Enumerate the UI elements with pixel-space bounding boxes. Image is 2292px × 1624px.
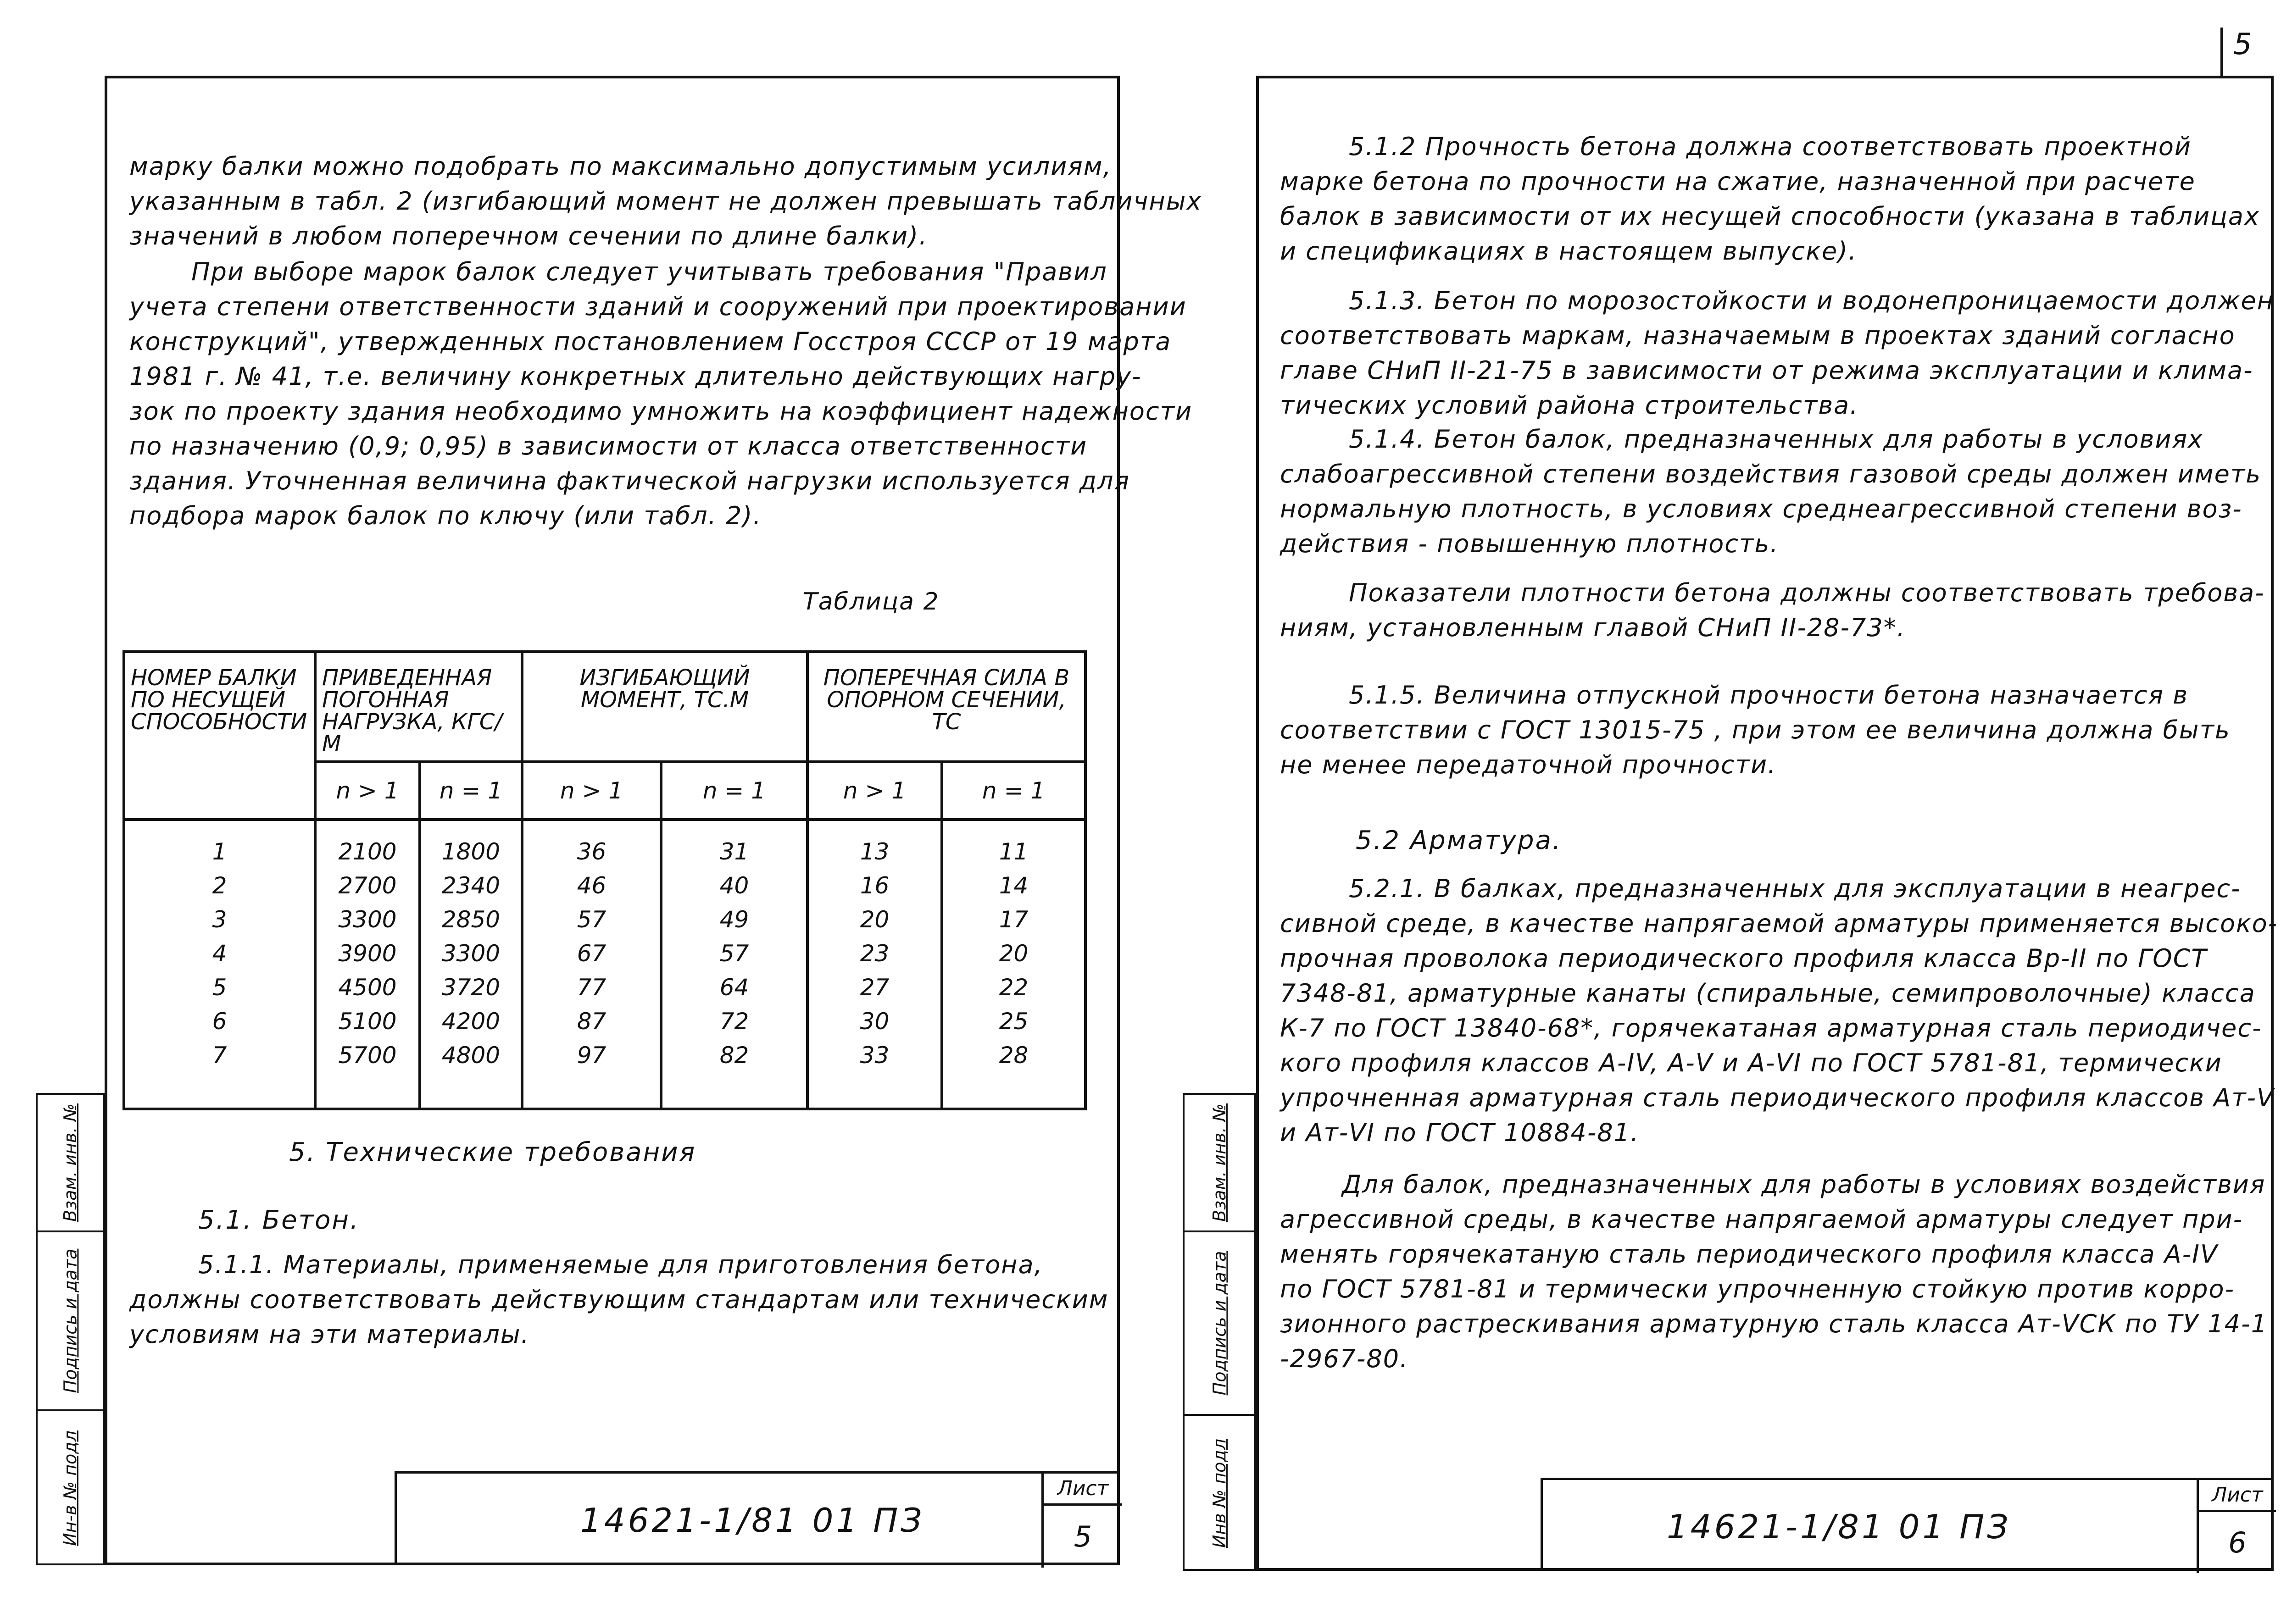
text-line: Показатели плотности бетона должны соответствовать требова- <box>1349 578 2265 607</box>
text-line: марке бетона по прочности на сжатие, назначенной при расчете <box>1280 167 2196 196</box>
table-cell: 1800 <box>441 838 501 865</box>
left-side-cell-exchange <box>38 1095 103 1232</box>
text-line: агрессивной среды, в качестве напрягаемой арматуры следует при- <box>1280 1205 2243 1234</box>
subheader-n: n = 1 <box>420 762 522 820</box>
subsection-title-concrete: 5.1. Бетон. <box>198 1205 360 1235</box>
density-paragraph <box>1280 576 2265 645</box>
text-line: зионного растрескивания арматурную сталь класса Ат-VСК по ТУ 14-1 <box>1280 1309 2268 1338</box>
table-cell: 5 <box>212 974 227 1001</box>
table-cell: 77 <box>577 974 606 1001</box>
text-line: балок в зависимости от их несущей способности (указана в таблицах <box>1280 202 2260 231</box>
paragraph-5-1-5 <box>1280 678 2231 782</box>
text-line: действия - повышенную плотность. <box>1280 529 1779 558</box>
header-linear-load: ПРИВЕДЕННАЯ ПОГОННАЯ НАГРУЗКА, КГС/М <box>315 652 522 762</box>
table-cell: 5100 <box>338 1008 397 1035</box>
text-line: прочная проволока периодического профиля класса Вр-II по ГОСТ <box>1280 944 2208 973</box>
document-code: 14621-1/81 01 ПЗ <box>1667 1508 2011 1546</box>
side-label: Подпись и дата <box>1209 1251 1230 1396</box>
subsection-title-reinforcement: 5.2 Арматура. <box>1356 826 1562 855</box>
corner-divider <box>2220 28 2223 78</box>
text-line: упрочненная арматурная сталь периодического профиля классов Ат-V <box>1280 1083 2275 1112</box>
subheader-n: n = 1 <box>661 762 807 820</box>
text-line: нормальную плотность, в условиях среднеагрессивной степени воз- <box>1280 494 2242 523</box>
table-cell: 20 <box>860 906 890 933</box>
text-line: При выборе марок балок следует учитывать требования "Правил <box>191 257 1107 286</box>
text-line: ниям, установленным главой СНиП II-28-73*. <box>1280 613 1906 642</box>
text-line: марку балки можно подобрать по максимально допустимым усилиям, <box>129 152 1112 181</box>
table-cell: 46 <box>577 872 606 899</box>
table-cell: 11 <box>999 838 1029 865</box>
corner-page-number: 5 <box>2233 28 2252 61</box>
left-rules-paragraph <box>129 255 1192 533</box>
text-line: 1981 г. № 41, т.е. величину конкретных длительно действующих нагру- <box>129 362 1142 391</box>
table-cell: 97 <box>577 1042 606 1069</box>
text-line: 7348-81, арматурные канаты (спиральные, семипроволочные) класса <box>1280 979 2256 1008</box>
table-cell: 20 <box>999 940 1029 967</box>
table-cell: 2850 <box>441 906 501 933</box>
paragraph-5-1-2 <box>1280 129 2260 269</box>
text-line: зок по проекту здания необходимо умножить на коэффициент надежности <box>129 397 1193 426</box>
table-cell: 30 <box>860 1008 890 1035</box>
text-line: К-7 по ГОСТ 13840-68*, горячекатаная арматурная сталь периодичес- <box>1280 1014 2262 1042</box>
text-line: значений в любом поперечном сечении по длине балки). <box>129 222 928 250</box>
moment-n-gt-1-cell <box>522 820 661 1109</box>
table-cell: 25 <box>999 1008 1029 1035</box>
sheet-number: 5 <box>1074 1520 1092 1553</box>
left-intro-paragraph <box>129 149 1202 254</box>
table-body-row <box>124 820 1085 1109</box>
table-cell: 2 <box>212 872 227 899</box>
subheader-n: n > 1 <box>522 762 661 820</box>
aggressive-environment-paragraph <box>1280 1167 2268 1376</box>
table-cell: 4500 <box>338 974 397 1001</box>
table-cell: 27 <box>860 974 890 1001</box>
table-cell: 14 <box>999 872 1029 899</box>
subheader-n: n > 1 <box>807 762 942 820</box>
header-shear-force: ПОПЕРЕЧНАЯ СИЛА В ОПОРНОМ СЕЧЕНИИ, ТС <box>807 652 1085 762</box>
text-line: конструкций", утвержденных постановлением Госстроя СССР от 19 марта <box>129 327 1172 356</box>
table-cell: 5700 <box>338 1042 397 1069</box>
sheet-label: Лист <box>1044 1474 1122 1506</box>
paragraph-5-1-1 <box>129 1247 1109 1352</box>
table-cell: 64 <box>719 974 749 1001</box>
table-cell: 57 <box>577 906 606 933</box>
table-cell: 2340 <box>441 872 501 899</box>
paragraph-5-1-3 <box>1280 283 2274 423</box>
table-cell: 4200 <box>441 1008 501 1035</box>
table-cell: 6 <box>212 1008 227 1035</box>
header-bending-moment: ИЗГИБАЮЩИЙ МОМЕНТ, ТС.М <box>522 652 807 762</box>
text-line: должны соответствовать действующим стандартам или техническим <box>129 1285 1109 1314</box>
table-cell: 7 <box>212 1042 227 1069</box>
left-side-cell-signature <box>38 1232 103 1411</box>
side-label: Подпись и дата <box>60 1248 81 1393</box>
right-side-cell-signature <box>1185 1232 1254 1416</box>
text-line: слабоагрессивной степени воздействия газовой среды должен иметь <box>1280 460 2262 488</box>
text-line: по назначению (0,9; 0,95) в зависимости от класса ответственности <box>129 432 1088 460</box>
shear-n-eq-1-cell <box>942 820 1085 1109</box>
header-beam-number: НОМЕР БАЛКИ ПО НЕСУЩЕЙ СПОСОБНОСТИ <box>124 652 315 820</box>
subheader-n: n = 1 <box>942 762 1085 820</box>
side-label: Инв № подл <box>1209 1438 1230 1548</box>
side-label: Взам. инв. № <box>60 1103 81 1222</box>
side-label: Ин-в № подл <box>60 1430 80 1546</box>
left-side-cell-inventory <box>38 1411 103 1565</box>
text-line: условиям на эти материалы. <box>129 1320 530 1349</box>
table-cell: 40 <box>719 872 749 899</box>
text-line: 5.1.1. Материалы, применяемые для приготовления бетона, <box>198 1250 1043 1279</box>
table-cell: 3300 <box>441 940 501 967</box>
sheet-number-box <box>2197 1480 2276 1573</box>
paragraph-5-1-4 <box>1280 422 2261 561</box>
text-line: подбора марок балок по ключу (или табл. 2). <box>129 501 762 530</box>
text-line: 5.1.4. Бетон балок, предназначенных для работы в условиях <box>1349 425 2204 454</box>
paragraph-5-2-1 <box>1280 871 2278 1150</box>
subheader-n: n > 1 <box>315 762 420 820</box>
table-cell: 3300 <box>338 906 397 933</box>
beam-numbers-cell <box>124 820 315 1109</box>
right-side-cell-exchange <box>1185 1095 1254 1232</box>
moment-n-eq-1-cell <box>661 820 807 1109</box>
text-line: тических условий района строительства. <box>1280 391 1859 420</box>
right-side-stamp <box>1183 1093 1256 1571</box>
shear-n-gt-1-cell <box>807 820 942 1109</box>
table-cell: 72 <box>719 1008 749 1035</box>
text-line: учета степени ответственности зданий и сооружений при проектировании <box>129 292 1187 321</box>
load-n-eq-1-cell <box>420 820 522 1109</box>
text-line: 5.2.1. В балках, предназначенных для эксплуатации в неагрес- <box>1349 874 2241 903</box>
table-cell: 33 <box>860 1042 890 1069</box>
text-line: указанным в табл. 2 (изгибающий момент не должен превышать табличных <box>129 187 1202 216</box>
side-label: Взам. инв. № <box>1209 1103 1230 1222</box>
section-title: 5. Технические требования <box>289 1137 696 1167</box>
table-cell: 23 <box>860 940 890 967</box>
text-line: менять горячекатаную сталь периодического профиля класса А-IV <box>1280 1240 2218 1269</box>
text-line: 5.1.2 Прочность бетона должна соответствовать проектной <box>1349 132 2192 161</box>
text-line: сивной среде, в качестве напрягаемой арматуры применяется высоко- <box>1280 909 2278 938</box>
left-side-stamp <box>36 1093 105 1565</box>
text-line: и Ат-VI по ГОСТ 10884-81. <box>1280 1118 1640 1147</box>
sheet-number: 6 <box>2228 1526 2247 1559</box>
document-code: 14621-1/81 01 ПЗ <box>580 1501 925 1540</box>
text-line: 5.1.5. Величина отпускной прочности бетона назначается в <box>1349 681 2189 709</box>
text-line: соответствовать маркам, назначаемым в проектах зданий согласно <box>1280 321 2236 350</box>
table-cell: 13 <box>860 838 890 865</box>
table-cell: 2100 <box>338 838 397 865</box>
text-line: кого профиля классов А-IV, А-V и А-VI по ГОСТ 5781-81, термически <box>1280 1048 2222 1077</box>
table-cell: 16 <box>860 872 890 899</box>
table-cell: 49 <box>719 906 749 933</box>
table-cell: 4800 <box>441 1042 501 1069</box>
table-cell: 31 <box>719 838 749 865</box>
beam-load-table <box>122 650 1087 1110</box>
table-cell: 1 <box>212 838 227 865</box>
table-caption: Таблица 2 <box>803 588 940 615</box>
text-line: -2967-80. <box>1280 1344 1409 1373</box>
table-cell: 22 <box>999 974 1029 1001</box>
table-cell: 3720 <box>441 974 501 1001</box>
load-n-gt-1-cell <box>315 820 420 1109</box>
text-line: и спецификациях в настоящем выпуске). <box>1280 237 1858 266</box>
table-cell: 3 <box>212 906 227 933</box>
table-cell: 82 <box>719 1042 749 1069</box>
table-cell: 67 <box>577 940 606 967</box>
table-cell: 17 <box>999 906 1029 933</box>
table-cell: 2700 <box>338 872 397 899</box>
table-cell: 57 <box>719 940 749 967</box>
table-cell: 4 <box>212 940 227 967</box>
table-cell: 87 <box>577 1008 606 1035</box>
right-title-block <box>1541 1478 2274 1571</box>
text-line: Для балок, предназначенных для работы в условиях воздействия <box>1342 1170 2266 1199</box>
left-title-block <box>395 1471 1120 1565</box>
table-cell: 3900 <box>338 940 397 967</box>
text-line: 5.1.3. Бетон по морозостойкости и водонепроницаемости должен <box>1349 286 2275 315</box>
sheet-label: Лист <box>2199 1480 2276 1512</box>
table-cell: 28 <box>999 1042 1029 1069</box>
sheet-number-box <box>1041 1474 1122 1568</box>
text-line: не менее передаточной прочности. <box>1280 750 1777 779</box>
text-line: здания. Уточненная величина фактической нагрузки используется для <box>129 466 1130 495</box>
text-line: соответствии с ГОСТ 13015-75 , при этом ее величина должна быть <box>1280 715 2231 744</box>
right-side-cell-inventory <box>1185 1416 1254 1571</box>
text-line: главе СНиП II-21-75 в зависимости от режима эксплуатации и клима- <box>1280 356 2253 385</box>
table-cell: 36 <box>577 838 606 865</box>
text-line: по ГОСТ 5781-81 и термически упрочненную стойкую против корро- <box>1280 1275 2235 1303</box>
